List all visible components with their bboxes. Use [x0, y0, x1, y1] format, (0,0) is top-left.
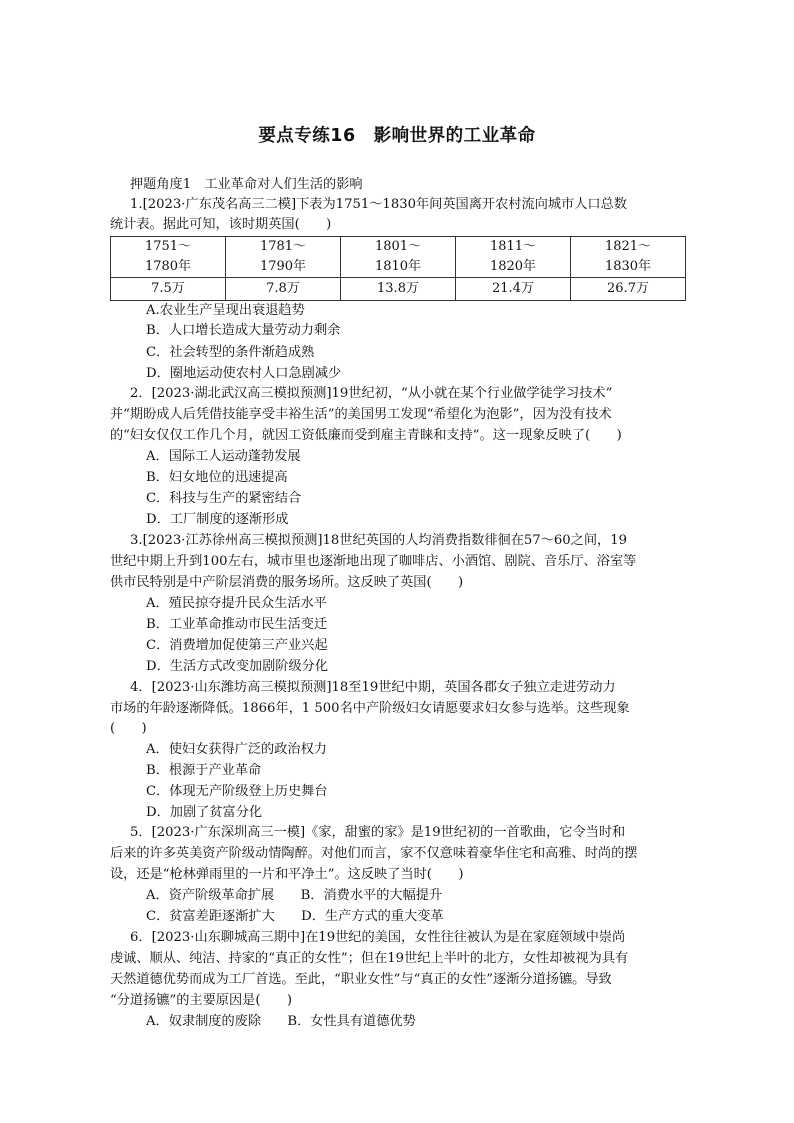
question-4-stem-line-1: 4．[2023·山东潍坊高三模拟预测]18至19世纪中期，英国各郡女子独立走进劳动力: [130, 680, 616, 695]
question-2-stem-line-3: 的“妇女仅仅工作几个月，就因工资低廉而受到雇主青睐和支持”。这一现象反映了( ): [110, 428, 622, 443]
question-3-stem-line-1: 3.[2023·江苏徐州高三模拟预测]18世纪英国的人均消费指数徘徊在57～60之间，19: [130, 533, 627, 548]
question-5-options-row-2: C．贫富差距逐渐扩大 D．生产方式的重大变革: [146, 909, 444, 924]
table-cell: 1821～ 1830年: [571, 237, 686, 278]
question-4-option-b: B．根源于产业革命: [146, 763, 262, 778]
migration-table: [110, 236, 686, 301]
table-cell: 7.8万: [226, 278, 341, 301]
question-2-stem-line-1: 2．[2023·湖北武汉高三模拟预测]19世纪初，“从小就在某个行业做学徒学习技术”: [130, 386, 613, 401]
table-row: [111, 278, 686, 301]
table-cell: 13.8万: [341, 278, 456, 301]
question-4-option-c: C．体现无产阶级登上历史舞台: [146, 784, 328, 799]
question-3-option-d: D．生活方式改变加剧阶级分化: [146, 659, 329, 674]
question-4-stem-line-2: 市场的年龄逐渐降低。1866年，1 500名中产阶级妇女请愿要求妇女参与选举。这些现象: [110, 701, 630, 716]
table-cell: 1811～ 1820年: [456, 237, 571, 278]
section-heading: 押题角度1 工业革命对人们生活的影响: [130, 177, 363, 192]
question-2-stem-line-2: 并“期盼成人后凭借技能享受丰裕生活”的美国男工发现“希望化为泡影”，因为没有技术: [110, 407, 612, 422]
question-1-option-d: D．圈地运动使农村人口急剧减少: [146, 366, 342, 381]
table-cell: 7.5万: [111, 278, 226, 301]
table-cell: 1751～ 1780年: [111, 237, 226, 278]
question-5-stem-line-1: 5．[2023·广东深圳高三一模]《家，甜蜜的家》是19世纪初的一首歌曲，它令当时和: [130, 825, 626, 840]
question-3-stem-line-2: 世纪中期上升到100左右，城市里也逐渐地出现了咖啡店、小酒馆、剧院、音乐厅、浴室等: [110, 554, 637, 569]
page-title: 要点专练16 影响世界的工业革命: [258, 126, 536, 146]
question-4-option-a: A．使妇女获得广泛的政治权力: [146, 742, 327, 757]
question-6-stem-line-4: “分道扬镳”的主要原因是( ): [110, 993, 293, 1008]
question-5-options-row-1: A．资产阶级革命扩展 B．消费水平的大幅提升: [146, 888, 443, 903]
question-5-stem-line-3: 设，还是“枪林弹雨里的一片和平净土”。这反映了当时( ): [110, 867, 464, 882]
question-1-option-b: B．人口增长造成大量劳动力剩余: [146, 323, 341, 338]
table-cell: 1781～ 1790年: [226, 237, 341, 278]
table-cell: 21.4万: [456, 278, 571, 301]
table-row: [111, 237, 686, 278]
question-4-stem-line-3: ( ): [110, 721, 147, 736]
question-6-stem-line-1: 6．[2023·山东聊城高三期中]在19世纪的美国，女性往往被认为是在家庭领域中崇尚: [130, 930, 626, 945]
question-3-stem-line-3: 供市民特别是中产阶层消费的服务场所。这反映了英国( ): [110, 575, 464, 590]
table-cell: 1801～ 1810年: [341, 237, 456, 278]
question-4-option-d: D．加剧了贫富分化: [146, 805, 263, 820]
question-1-option-c: C．社会转型的条件渐趋成熟: [146, 345, 315, 360]
question-1-stem-line-1: 1.[2023·广东茂名高三二模]下表为1751～1830年间英国离开农村流向城市人口总数: [130, 197, 627, 212]
question-1-stem-line-2: 统计表。据此可知，该时期英国( ): [110, 217, 332, 232]
question-2-option-d: D．工厂制度的逐渐形成: [146, 512, 289, 527]
question-2-option-c: C．科技与生产的紧密结合: [146, 491, 302, 506]
question-3-option-c: C．消费增加促使第三产业兴起: [146, 638, 328, 653]
question-6-stem-line-2: 虔诚、顺从、纯洁、持家的“真正的女性”；但在19世纪上半叶的北方，女性却被视为具有: [110, 951, 629, 966]
table-cell: 26.7万: [571, 278, 686, 301]
question-6-options-row-1: A．奴隶制度的废除 B．女性具有道德优势: [146, 1014, 416, 1029]
question-3-option-a: A．殖民掠夺提升民众生活水平: [146, 596, 327, 611]
question-1-option-a: A.农业生产呈现出衰退趋势: [146, 303, 305, 318]
question-6-stem-line-3: 天然道德优势而成为工厂首选。至此，“职业女性”与“真正的女性”逐渐分道扬镳。导致: [110, 972, 612, 987]
question-5-stem-line-2: 后来的许多英美资产阶级动情陶醉。对他们而言，家不仅意味着豪华住宅和高雅、时尚的摆: [110, 846, 638, 861]
question-3-option-b: B．工业革命推动市民生活变迁: [146, 617, 328, 632]
question-2-option-a: A．国际工人运动蓬勃发展: [146, 449, 301, 464]
question-2-option-b: B．妇女地位的迅速提高: [146, 470, 288, 485]
